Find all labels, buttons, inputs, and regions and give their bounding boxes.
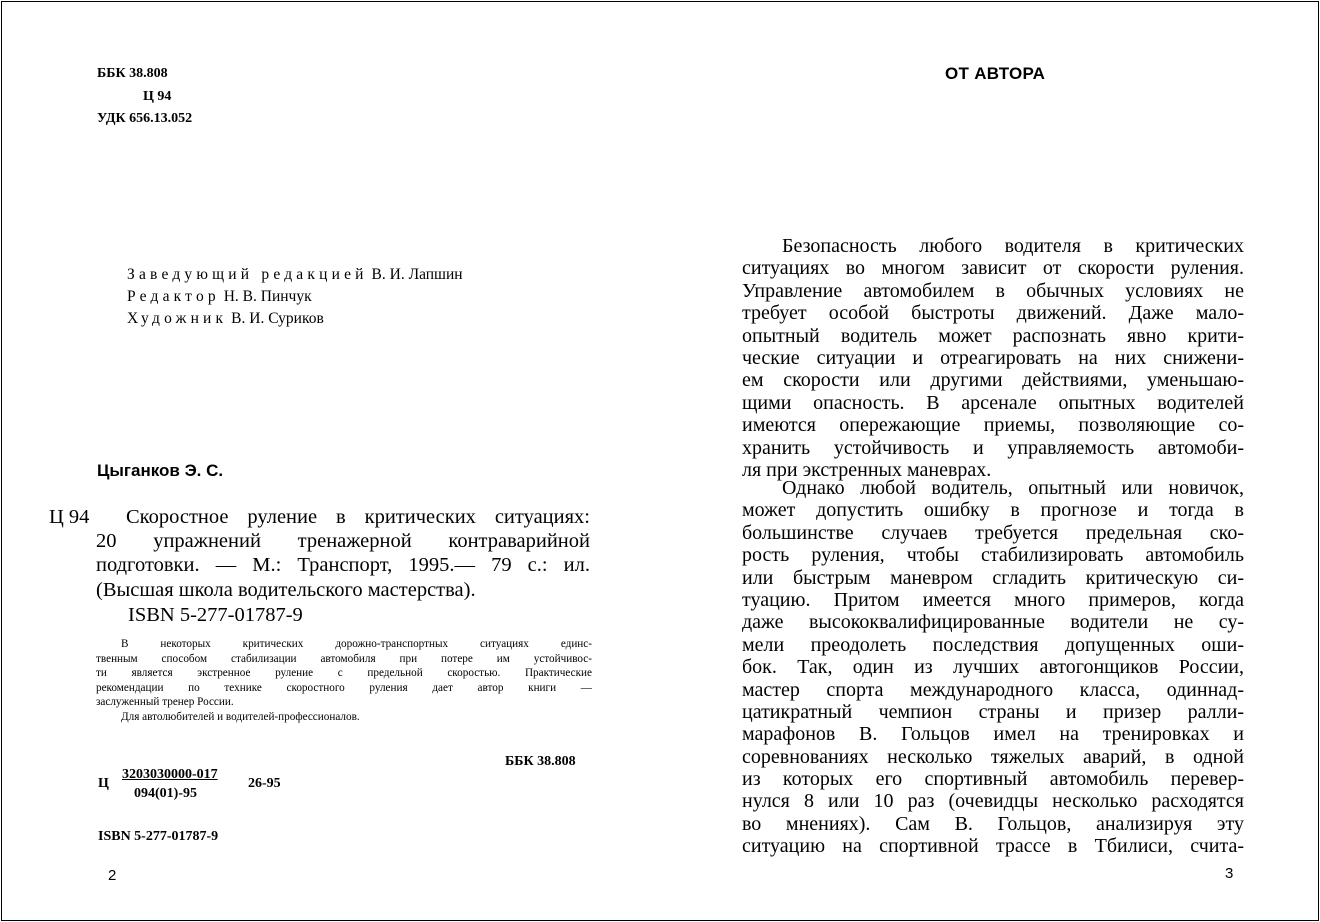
catalog-code: Ц 94	[49, 506, 90, 528]
text-line: соревнованиях несколько тяжелых аварий, в одной	[742, 745, 1244, 768]
text-line: опытный водитель может распознать явно крити-	[742, 324, 1244, 347]
staff-line-editor-in-chief	[127, 266, 463, 284]
text-line: ля при экстренных маневрах.	[742, 458, 992, 481]
annotation	[96, 637, 592, 725]
bibliographic-record	[126, 505, 592, 529]
text-line: ческие ситуации и отреагировать на них снижени-	[742, 346, 1244, 369]
text-line: большинстве случаев требуется предельная ско-	[742, 521, 1244, 544]
book-author: Цыганков Э. С.	[97, 461, 224, 480]
staff-name: В. И. Суриков	[231, 310, 324, 327]
text-line: даже высококвалифицированные водители не су-	[742, 611, 1244, 634]
biblio-line: (Высшая школа водительского мастерства).	[96, 578, 476, 601]
biblio-line: 20 упражнений тренажерной контраварийной	[96, 530, 590, 552]
text-line: требует особой быстроты движений. Даже мало-	[742, 302, 1244, 325]
annotation-line: ти является экстренное руление с предельной скоростью. Практические	[96, 667, 592, 680]
formula-numerator: 3203030000-017	[122, 767, 218, 782]
isbn-main: ISBN 5-277-01787-9	[128, 604, 303, 626]
page-number-left: 2	[108, 867, 117, 884]
formula-suffix: 26-95	[248, 776, 281, 791]
paragraph-1	[742, 235, 1244, 481]
staff-line-artist	[127, 310, 324, 328]
bbk-code: ББК 38.808	[97, 66, 168, 81]
annotation-line: В некоторых критических дорожно-транспортных ситуациях единс-	[121, 638, 592, 650]
annotation-line: рекомендации по технике скоростного руления дает автор книги —	[96, 681, 592, 694]
text-line: Однако любой водитель, опытный или новичок,	[782, 477, 1244, 499]
annotation-line: твенным способом стабилизации автомобиля при потере им устойчивос-	[96, 652, 592, 665]
text-line: мели преодолеть последствия допущенных оши-	[742, 633, 1244, 656]
text-line: ситуациях во многом зависит от скорости руления.	[742, 257, 1244, 280]
text-line: Безопасность любого водителя в критических	[782, 235, 1244, 257]
formula-letter: Ц	[98, 776, 109, 791]
text-line: ем скорости или другими действиями, уменьшаю-	[742, 369, 1244, 392]
staff-name: В. И. Лапшин	[371, 266, 463, 283]
staff-line-editor	[127, 288, 312, 306]
text-line: нулся 8 или 10 раз (очевидцы несколько расходятся	[742, 790, 1244, 813]
text-line: имеются опережающие приемы, позволяющие со-	[742, 414, 1244, 437]
text-line: туацию. Притом имеется много примеров, когда	[742, 588, 1244, 611]
text-line: хранить устойчивость и управляемость автомоби-	[742, 436, 1244, 459]
text-line: мастер спорта международного класса, одиннад-	[742, 678, 1244, 701]
paragraph-2	[742, 477, 1244, 858]
text-line: щими опасность. В арсенале опытных водителей	[742, 391, 1244, 414]
formula-denominator: 094(01)-95	[134, 786, 197, 801]
section-heading: ОТ АВТОРА	[945, 64, 1046, 83]
staff-role: Художник	[127, 310, 228, 327]
staff-role: Редактор	[127, 288, 220, 305]
annotation-line: заслуженный тренер России.	[96, 696, 234, 709]
isbn-bottom: ISBN 5-277-01787-9	[98, 829, 219, 844]
book-spread	[1, 1, 1319, 921]
staff-role: Заведующий редакцией	[127, 266, 368, 283]
page-number-right: 3	[1225, 865, 1234, 882]
text-line: рость руления, чтобы стабилизировать автомобиль	[742, 544, 1244, 567]
staff-name: Н. В. Пинчук	[223, 288, 312, 305]
audience-line: Для автолюбителей и водителей-профессионалов.	[121, 710, 360, 723]
text-line: Управление автомобилем в обычных условиях не	[742, 279, 1244, 302]
cutter-code: Ц 94	[143, 89, 172, 104]
bbk-bottom: ББК 38.808	[505, 754, 576, 769]
biblio-line: Скоростное руление в критических ситуациях:	[126, 506, 590, 528]
text-line: может допустить ошибку в прогнозе и тогда в	[742, 499, 1244, 522]
bibliographic-record-continued	[96, 529, 592, 602]
text-line: бок. Так, один из лучших автогонщиков России,	[742, 656, 1244, 679]
udk-code: УДК 656.13.052	[97, 111, 193, 126]
text-line: марафонов В. Гольцов имел на тренировках и	[742, 723, 1244, 746]
text-line: во мнениях). Сам В. Гольцов, анализируя эту	[742, 812, 1244, 835]
biblio-line: подготовки. — М.: Транспорт, 1995.— 79 с.: ил.	[96, 554, 590, 577]
text-line: или быстрым маневром сгладить критическую си-	[742, 566, 1244, 589]
text-line: из которых его спортивный автомобиль перевер-	[742, 768, 1244, 791]
text-line: ситуацию на спортивной трассе в Тбилиси, счита-	[742, 835, 1244, 858]
text-line: цатикратный чемпион страны и призер ралли-	[742, 700, 1244, 723]
